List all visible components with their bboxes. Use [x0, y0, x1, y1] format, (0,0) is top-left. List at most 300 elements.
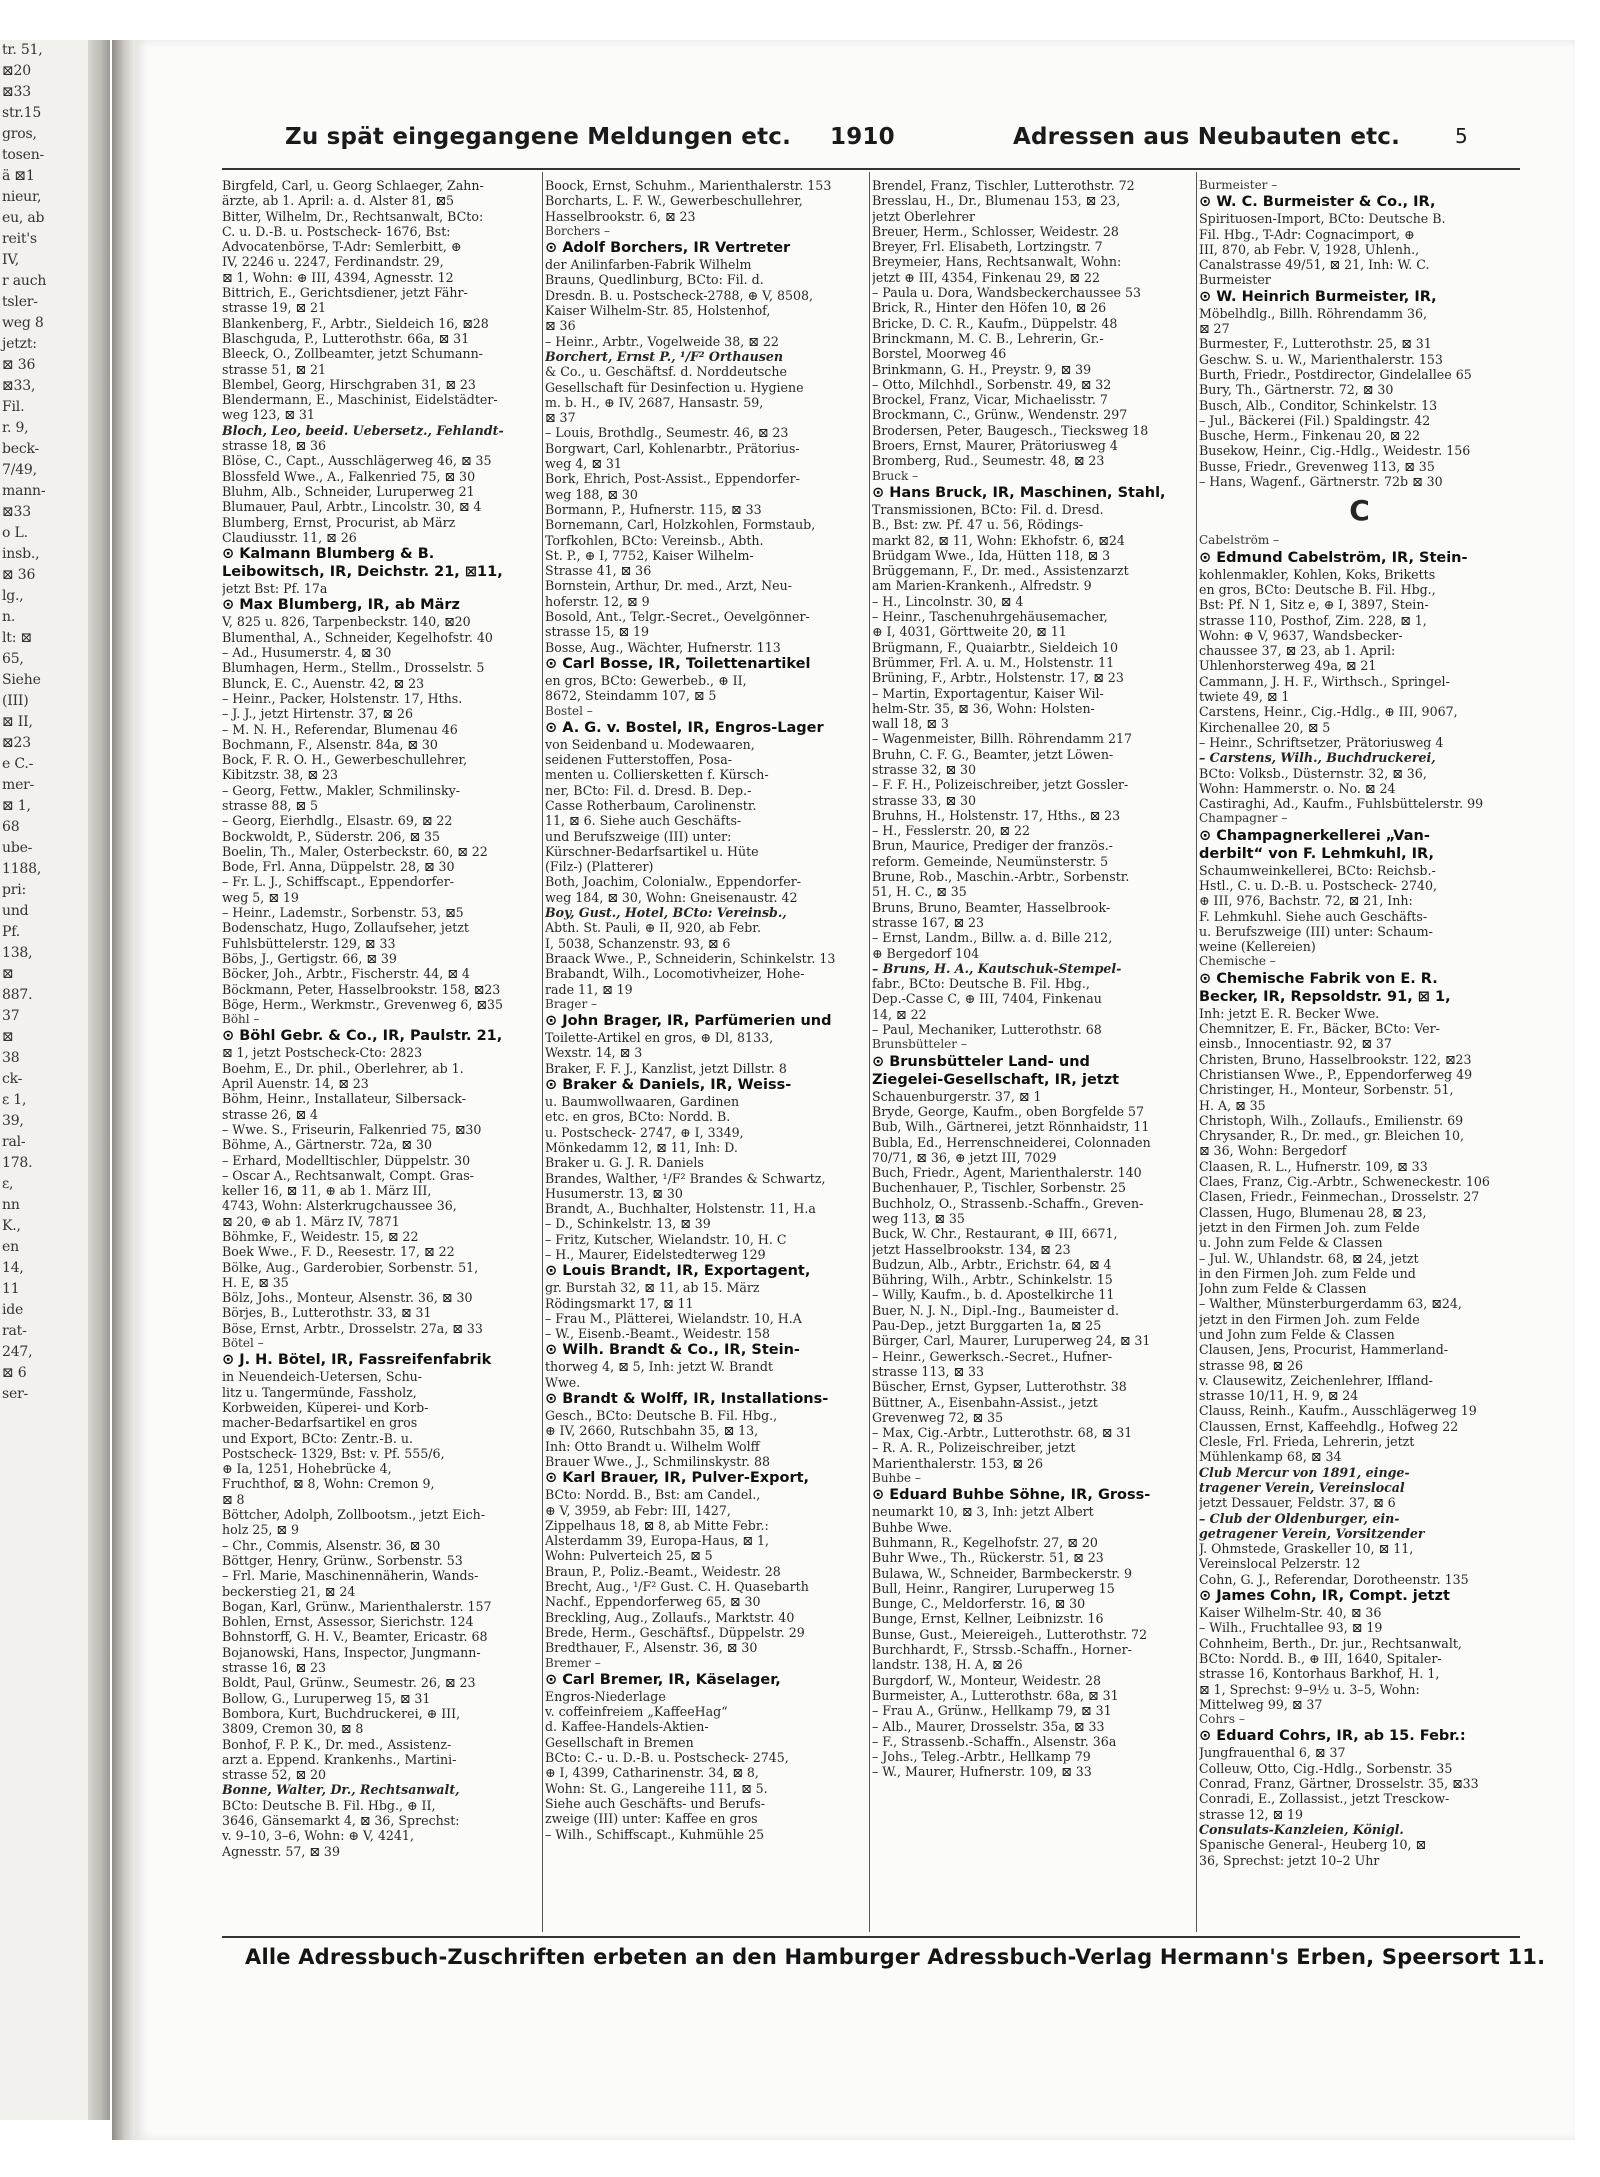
directory-entry: Broers, Ernst, Maurer, Prätoriusweg 4: [872, 438, 1118, 454]
directory-entry: Birgfeld, Carl, u. Georg Schlaeger, Zahn-: [222, 178, 484, 193]
directory-entry: Borstel, Moorweg 46: [872, 346, 1007, 362]
directory-entry: Bohlen, Ernst, Assessor, Sierichstr. 124: [222, 1614, 474, 1630]
directory-entry: 3646, Gänsemarkt 4, ⊠ 36, Sprechst:: [222, 1812, 460, 1828]
directory-entry: twiete 49, ⊠ 1: [1199, 689, 1290, 705]
directory-entry: Bleeck, O., Zollbeamter, jetzt Schumann-: [222, 346, 483, 362]
directory-entry: und John zum Felde & Classen: [1199, 1327, 1395, 1342]
directory-entry: Brun, Maurice, Prediger der französ.-: [872, 838, 1113, 854]
directory-entry: macher-Bedarfsartikel en gros: [222, 1415, 418, 1431]
directory-entry: Brockmann, C., Grünw., Wendenstr. 297: [872, 407, 1128, 423]
directory-entry: strasse 98, ⊠ 26: [1199, 1357, 1304, 1373]
directory-entry: Brandes, Walther, ¹/F² Brandes & Schwartz,: [545, 1170, 826, 1186]
directory-entry: chaussee 37, ⊠ 23, ab 1. April:: [1199, 643, 1396, 659]
directory-entry: Claes, Franz, Cig.-Arbtr., Schweneckestr. 106: [1199, 1174, 1490, 1190]
directory-entry: – Hans, Wagenf., Gärtnerstr. 72b ⊠ 30: [1199, 474, 1443, 490]
directory-entry: Bury, Th., Gärtnerstr. 72, ⊠ 30: [1199, 382, 1394, 398]
directory-entry: Fruchthof, ⊠ 8, Wohn: Cremon 9,: [222, 1476, 435, 1492]
directory-entry: weg 123, ⊠ 31: [222, 407, 315, 423]
column-divider: [1196, 172, 1197, 1932]
directory-entry: Burmester, F., Lutterothstr. 25, ⊠ 31: [1199, 336, 1432, 352]
directory-entry: ⊙ A. G. v. Bostel, IR, Engros-Lager: [545, 719, 824, 736]
directory-entry: Inh: jetzt E. R. Becker Wwe.: [1199, 1005, 1380, 1021]
directory-entry: Alsterdamm 39, Europa-Haus, ⊠ 1,: [545, 1533, 769, 1549]
section-heading: Brager –: [545, 996, 598, 1011]
directory-entry: ⊙ Brandt & Wolff, IR, Installations-: [545, 1391, 829, 1408]
directory-entry: Christoph, Wilh., Zollaufs., Emilienstr. 69: [1199, 1112, 1464, 1128]
directory-entry: Dresdn. B. u. Postscheck-2788, ⊕ V, 8508,: [545, 287, 814, 303]
directory-entry: Buchholz, O., Strassenb.-Schaffn., Greven-: [872, 1195, 1144, 1211]
directory-entry: Korbweiden, Küperei- und Korb-: [222, 1399, 429, 1415]
directory-entry: Brauer Wwe., J., Schmilinskystr. 88: [545, 1453, 770, 1469]
previous-page-line: reit's: [2, 231, 37, 247]
directory-entry: jetzt Hasselbrookstr. 134, ⊠ 23: [872, 1241, 1071, 1257]
directory-entry: Böge, Herm., Werkmstr., Grevenweg 6, ⊠35: [222, 996, 504, 1012]
directory-entry: Clasen, Friedr., Feinmechan., Drosselstr. 27: [1199, 1189, 1480, 1205]
directory-entry: Blunck, E. C., Auenstr. 42, ⊠ 23: [222, 675, 425, 691]
directory-entry: Bresslau, H., Dr., Blumenau 153, ⊠ 23,: [872, 193, 1121, 209]
directory-entry: strasse 33, ⊠ 30: [872, 792, 977, 808]
directory-entry: ⊕ III, 976, Bachstr. 72, ⊠ 21, Inh:: [1199, 893, 1413, 909]
directory-entry: Kaiser Wilhelm-Str. 40, ⊠ 36: [1199, 1605, 1382, 1621]
directory-entry: Büttner, A., Eisenbahn-Assist., jetzt: [872, 1394, 1098, 1410]
directory-entry: Rödingsmarkt 17, ⊠ 11: [545, 1295, 694, 1311]
directory-entry: Dep.-Casse C, ⊕ III, 7404, Finkenau: [872, 991, 1102, 1007]
directory-entry: Blossfeld Wwe., A., Falkenried 75, ⊠ 30: [222, 468, 476, 484]
directory-entry: Spanische General-, Heuberg 10, ⊠: [1199, 1837, 1427, 1853]
directory-entry: Spirituosen-Import, BCto: Deutsche B.: [1199, 211, 1446, 227]
directory-entry: Breyer, Frl. Elisabeth, Lortzingstr. 7: [872, 239, 1103, 255]
previous-page-line: n.: [2, 609, 16, 625]
previous-page-line: 7/49,: [2, 462, 37, 478]
directory-entry: – Frl. Marie, Maschinennäherin, Wands-: [222, 1568, 479, 1584]
previous-page-line: mer-: [2, 777, 35, 793]
directory-entry: ⊕ Bergedorf 104: [872, 945, 980, 961]
directory-entry: – Martin, Exportagentur, Kaiser Wil-: [872, 685, 1104, 701]
directory-entry: Brügmann, F., Quaiarbtr., Sieldeich 10: [872, 639, 1119, 655]
directory-entry: Casse Rotherbaum, Carolinenstr.: [545, 797, 757, 813]
previous-page-line: ⊠ II,: [2, 714, 33, 730]
directory-entry: – Johs., Teleg.-Arbtr., Hellkamp 79: [872, 1749, 1091, 1765]
directory-entry: u. Berufszweige (III) unter: Schaum-: [1199, 923, 1433, 939]
directory-entry: (Filz-) (Platterer): [545, 859, 654, 875]
directory-entry: Boy, Gust., Hotel, BCto: Vereinsb.,: [545, 905, 787, 921]
previous-page-line: 11: [2, 1281, 20, 1297]
previous-page-line: nieur,: [2, 189, 42, 205]
directory-entry: Buck, W. Chr., Restaurant, ⊕ III, 6671,: [872, 1226, 1118, 1242]
directory-entry: April Auenstr. 14, ⊠ 23: [222, 1076, 369, 1092]
directory-entry: Nachf., Eppendorferweg 65, ⊠ 30: [545, 1594, 761, 1610]
section-heading: Chemische –: [1199, 954, 1276, 969]
previous-page-line: ε 1,: [2, 1092, 27, 1108]
directory-entry: ⊕ I, 4399, Catharinenstr. 34, ⊠ 8,: [545, 1765, 759, 1781]
directory-entry: Kaiser Wilhelm-Str. 85, Holstenhof,: [545, 303, 771, 319]
directory-entry: Braack Wwe., P., Schneiderin, Schinkelstr. 13: [545, 950, 836, 966]
directory-entry: Bock, F. R. O. H., Gewerbeschullehrer,: [222, 752, 468, 768]
directory-entry: Siehe auch Geschäfts- und Berufs-: [545, 1795, 766, 1811]
section-heading: Cabelström –: [1199, 533, 1280, 548]
directory-entry: IV, 2246 u. 2247, Ferdinandstr. 29,: [222, 254, 444, 270]
directory-entry: Bühring, Wilh., Arbtr., Schinkelstr. 15: [872, 1272, 1113, 1288]
directory-entry: Brede, Herm., Geschäftsf., Düppelstr. 29: [545, 1624, 805, 1640]
directory-entry: strasse 110, Posthof, Zim. 228, ⊠ 1,: [1199, 612, 1427, 628]
previous-page-line: ⊠ 36: [2, 357, 36, 373]
directory-entry: getragener Verein, Vorsitzender: [1199, 1525, 1425, 1541]
directory-entry: Wwe.: [545, 1374, 581, 1390]
directory-entry: Toilette-Artikel en gros, ⊕ Dl, 8133,: [545, 1030, 774, 1046]
section-heading: Burmeister –: [1199, 178, 1278, 192]
directory-entry: Mühlenkamp 68, ⊠ 34: [1199, 1449, 1342, 1465]
directory-entry: Brauns, Quedlinburg, BCto: Fil. d.: [545, 272, 764, 288]
directory-entry: Bst: Pf. N 1, Sitz e, ⊕ I, 3897, Stein-: [1199, 597, 1429, 613]
directory-entry: d. Kaffee-Handels-Aktien-: [545, 1719, 709, 1735]
previous-page-line: ⊠33: [2, 84, 31, 100]
directory-entry: strasse 32, ⊠ 30: [872, 761, 977, 777]
directory-entry: Bluhm, Alb., Schneider, Luruperweg 21: [222, 483, 475, 499]
directory-entry: – Erhard, Modelltischler, Düppelstr. 30: [222, 1152, 471, 1168]
column-divider: [542, 172, 543, 1932]
directory-entry: Becker, IR, Repsoldstr. 91, ⊠ 1,: [1199, 988, 1451, 1005]
directory-entry: ⊠ 36, Wohn: Bergedorf: [1199, 1143, 1347, 1159]
previous-page-line: ⊠33,: [2, 378, 36, 394]
directory-entry: BCto: Volksb., Düsternstr. 32, ⊠ 36,: [1199, 765, 1427, 781]
directory-entry: Postscheck- 1329, Bst: v. Pf. 555/6,: [222, 1445, 445, 1461]
directory-entry: Böhm, Heinr., Installateur, Silbersack-: [222, 1091, 466, 1107]
directory-entry: ⊠ 1, Sprechst: 9–9½ u. 3–5, Wohn:: [1199, 1681, 1420, 1697]
directory-entry: markt 82, ⊠ 11, Wohn: Ekhofstr. 6, ⊠24: [872, 532, 1125, 548]
directory-entry: ⊙ Brunsbütteler Land- und: [872, 1053, 1090, 1070]
directory-entry: – W., Eisenb.-Beamt., Weidestr. 158: [545, 1326, 770, 1342]
directory-entry: ⊙ Eduard Buhbe Söhne, IR, Gross-: [872, 1487, 1151, 1504]
previous-page-line: 68: [2, 819, 20, 835]
directory-entry: Transmissionen, BCto: Fil. d. Dresd.: [872, 501, 1104, 517]
directory-entry: ⊙ Böhl Gebr. & Co., IR, Paulstr. 21,: [222, 1028, 503, 1045]
directory-entry: wall 18, ⊠ 3: [872, 716, 949, 732]
directory-entry: Blumhagen, Herm., Stellm., Drosselstr. 5: [222, 660, 485, 676]
previous-page-line: 37: [2, 1008, 20, 1024]
directory-column-1: [222, 178, 540, 1933]
directory-entry: Colleuw, Otto, Cig.-Hdlg., Sorbenstr. 35: [1199, 1760, 1453, 1776]
previous-page-line: 39,: [2, 1113, 24, 1129]
directory-entry: Böhmke, F., Weidestr. 15, ⊠ 22: [222, 1229, 419, 1244]
directory-entry: u. Postscheck- 2747, ⊕ I, 3349,: [545, 1124, 744, 1140]
directory-entry: Burth, Friedr., Postdirector, Gindelallee 65: [1199, 366, 1472, 382]
directory-entry: Castiraghi, Ad., Kaufm., Fuhlsbüttelerstr. 99: [1199, 796, 1484, 812]
directory-entry: v. coffeinfreiem „KaffeeHag“: [545, 1704, 728, 1720]
directory-entry: ⊠ 1, Wohn: ⊕ III, 4394, Agnesstr. 12: [222, 269, 454, 285]
directory-entry: Brüning, F., Arbtr., Holstenstr. 17, ⊠ 23: [872, 670, 1124, 686]
directory-entry: I, 5038, Schanzenstr. 93, ⊠ 6: [545, 935, 731, 951]
directory-entry: Bormann, P., Hufnerstr. 115, ⊠ 33: [545, 501, 762, 517]
previous-page-line: jetzt:: [2, 336, 37, 352]
previous-page-line: Fil.: [2, 399, 25, 415]
directory-entry: Bochmann, F., Alsenstr. 84a, ⊠ 30: [222, 736, 438, 752]
directory-entry: ⊙ Carl Bremer, IR, Käselager,: [545, 1671, 781, 1688]
directory-entry: strasse 113, ⊠ 33: [872, 1363, 985, 1379]
directory-entry: Brockel, Franz, Vicar, Michaelisstr. 7: [872, 392, 1108, 408]
directory-entry: Claussen, Ernst, Kaffeehdlg., Hofweg 22: [1199, 1418, 1459, 1434]
directory-entry: – Wagenmeister, Billh. Röhrendamm 217: [872, 731, 1133, 747]
directory-column-2: [545, 178, 866, 1933]
directory-entry: Bulawa, W., Schneider, Barmbeckerstr. 9: [872, 1565, 1133, 1581]
directory-entry: Jungfrauenthal 6, ⊠ 37: [1199, 1745, 1346, 1761]
directory-entry: ⊙ W. C. Burmeister & Co., IR,: [1199, 194, 1436, 211]
previous-page-line: ä ⊠1: [2, 168, 35, 184]
directory-column-4: [1199, 178, 1520, 1933]
directory-entry: Brümmer, Frl. A. u. M., Holstenstr. 11: [872, 654, 1115, 670]
previous-page-line: ⊠ 6: [2, 1365, 27, 1381]
directory-entry: Bockwoldt, P., Süderstr. 206, ⊠ 35: [222, 828, 441, 844]
directory-entry: – W., Maurer, Hufnerstr. 109, ⊠ 33: [872, 1764, 1092, 1780]
previous-page-line: 138,: [2, 945, 33, 961]
directory-column-3: [872, 178, 1192, 1933]
directory-entry: Chrysander, R., Dr. med., gr. Bleichen 10,: [1199, 1128, 1465, 1144]
directory-entry: – H., Maurer, Eidelstedterweg 129: [545, 1247, 766, 1262]
directory-entry: – F. F. H., Polizeischreiber, jetzt Gossler-: [872, 777, 1129, 793]
directory-entry: – Louis, Brothdlg., Seumestr. 46, ⊠ 23: [545, 425, 789, 441]
directory-entry: Bode, Frl. Anna, Düppelstr. 28, ⊠ 30: [222, 859, 455, 875]
directory-entry: Blankenberg, F., Arbtr., Sieldeich 16, ⊠28: [222, 315, 489, 331]
directory-entry: Wohn: Hammerstr. o. No. ⊠ 24: [1199, 780, 1396, 796]
directory-entry: 8672, Steindamm 107, ⊠ 5: [545, 688, 717, 704]
directory-entry: jetzt Dessauer, Feldstr. 37, ⊠ 6: [1199, 1495, 1396, 1511]
directory-entry: Busse, Friedr., Grevenweg 113, ⊠ 35: [1199, 458, 1435, 474]
directory-entry: Leibowitsch, IR, Deichstr. 21, ⊠11,: [222, 564, 503, 581]
directory-entry: ⊙ Kalmann Blumberg & B.: [222, 546, 435, 563]
previous-page-line: ck-: [2, 1071, 23, 1087]
directory-entry: ⊙ Hans Bruck, IR, Maschinen, Stahl,: [872, 484, 1166, 501]
directory-entry: Mönkedamm 12, ⊠ 11, Inh: D.: [545, 1139, 738, 1155]
directory-entry: Schauenburgerstr. 37, ⊠ 1: [872, 1088, 1042, 1104]
directory-entry: strasse 51, ⊠ 21: [222, 361, 327, 377]
directory-entry: 70/71, ⊠ 36, ⊕ jetzt III, 7029: [872, 1149, 1057, 1165]
directory-entry: u. John zum Felde & Classen: [1199, 1235, 1383, 1251]
previous-page-line: ⊠: [2, 966, 14, 982]
directory-entry: Bunge, Ernst, Kellner, Leibnizstr. 16: [872, 1611, 1104, 1627]
directory-entry: hoferstr. 12, ⊠ 9: [545, 593, 650, 609]
directory-entry: – Wwe. S., Friseurin, Falkenried 75, ⊠30: [222, 1121, 482, 1137]
section-heading: Champagner –: [1199, 811, 1288, 826]
previous-page-line: pri:: [2, 882, 27, 898]
directory-entry: reform. Gemeinde, Neumünsterstr. 5: [872, 853, 1109, 869]
directory-entry: in den Firmen Joh. zum Felde und: [1199, 1265, 1416, 1281]
directory-entry: Burgdorf, W., Monteur, Weidestr. 28: [872, 1672, 1102, 1688]
directory-entry: Braun, P., Poliz.-Beamt., Weidestr. 28: [545, 1563, 781, 1579]
directory-entry: von Seidenband u. Modewaaren,: [545, 736, 755, 752]
directory-entry: Buch, Friedr., Agent, Marienthalerstr. 140: [872, 1165, 1142, 1181]
directory-entry: Burmeister, A., Lutterothstr. 68a, ⊠ 31: [872, 1687, 1119, 1703]
section-heading: Brunsbütteler –: [872, 1037, 967, 1052]
directory-entry: 11, ⊠ 6. Siehe auch Geschäfts-: [545, 813, 742, 829]
directory-entry: 14, ⊠ 22: [872, 1006, 927, 1022]
directory-entry: jetzt Oberlehrer: [872, 208, 976, 224]
directory-entry: ⊠ 1, jetzt Postscheck-Cto: 2823: [222, 1045, 423, 1061]
directory-entry: – J. J., jetzt Hirtenstr. 37, ⊠ 26: [222, 706, 414, 722]
directory-entry: Bruns, Bruno, Beamter, Hasselbrook-: [872, 899, 1111, 915]
previous-page-line: weg 8: [2, 315, 44, 331]
previous-page-line: 38: [2, 1050, 20, 1066]
directory-entry: Ziegelei-Gesellschaft, IR, jetzt: [872, 1071, 1120, 1088]
directory-entry: Busch, Alb., Conditor, Schinkelstr. 13: [1199, 397, 1438, 413]
directory-entry: – R. A. R., Polizeischreiber, jetzt: [872, 1440, 1076, 1456]
previous-page-line: mann-: [2, 483, 46, 499]
previous-page-line: ⊠23: [2, 735, 31, 751]
directory-entry: Bohnstorff, G. H. V., Beamter, Ericastr. 68: [222, 1629, 488, 1645]
directory-entry: jetzt in den Firmen Joh. zum Felde: [1199, 1311, 1420, 1327]
directory-entry: Engros-Niederlage: [545, 1688, 666, 1704]
header-rule: [222, 168, 1520, 170]
header-year: 1910: [830, 124, 895, 150]
previous-page-line: tsler-: [2, 294, 38, 310]
directory-entry: Fil. Hbg., T-Adr: Cognacimport, ⊕: [1199, 226, 1415, 242]
directory-entry: Bosse, Aug., Wächter, Hufnerstr. 113: [545, 639, 781, 655]
directory-entry: fabr., BCto: Deutsche B. Fil. Hbg.,: [872, 976, 1090, 992]
directory-entry: ⊙ W. Heinrich Burmeister, IR,: [1199, 288, 1437, 305]
directory-entry: Brodersen, Peter, Baugesch., Tiecksweg 18: [872, 422, 1149, 438]
directory-entry: Burchhardt, F., Strssb.-Schaffn., Horner-: [872, 1642, 1132, 1658]
directory-entry: III, 870, ab Febr. V, 1928, Uhlenh.,: [1199, 241, 1420, 257]
directory-entry: Bredthauer, F., Alsenstr. 36, ⊠ 30: [545, 1640, 758, 1656]
directory-entry: Kibitzstr. 38, ⊠ 23: [222, 767, 338, 783]
directory-entry: Bonhof, F. P. K., Dr. med., Assistenz-: [222, 1736, 452, 1752]
directory-entry: weg 184, ⊠ 30, Wohn: Gneisenaustr. 42: [545, 889, 798, 905]
section-heading: Cohrs –: [1199, 1712, 1245, 1727]
directory-entry: Blöse, C., Capt., Ausschlägerweg 46, ⊠ 35: [222, 453, 492, 469]
previous-page-line: lt: ⊠: [2, 630, 33, 646]
directory-entry: ⊠ 37: [545, 410, 576, 426]
directory-entry: 3809, Cremon 30, ⊠ 8: [222, 1721, 364, 1737]
directory-entry: Hasselbrookstr. 6, ⊠ 23: [545, 208, 696, 224]
previous-page-line: beck-: [2, 441, 40, 457]
previous-page-line: en: [2, 1239, 19, 1255]
previous-page-line: ube-: [2, 840, 33, 856]
directory-entry: Braker, F. F. J., Kanzlist, jetzt Dillstr. 8: [545, 1060, 787, 1076]
directory-entry: Böbs, J., Gertigstr. 66, ⊠ 39: [222, 950, 397, 966]
directory-entry: v. Clausewitz, Zeichenlehrer, Iffland-: [1199, 1372, 1433, 1388]
directory-entry: – Heinr., Gewerksch.-Secret., Hufner-: [872, 1348, 1113, 1364]
directory-entry: der Anilinfarben-Fabrik Wilhelm: [545, 257, 752, 273]
directory-entry: Breckling, Aug., Zollaufs., Marktstr. 40: [545, 1609, 795, 1625]
directory-entry: – Max, Cig.-Arbtr., Lutterothstr. 68, ⊠ 31: [872, 1425, 1133, 1441]
directory-entry: – Alb., Maurer, Drosselstr. 35a, ⊠ 33: [872, 1718, 1105, 1734]
directory-entry: Böhme, A., Gärtnerstr. 72a, ⊠ 30: [222, 1137, 432, 1153]
directory-entry: Uhlenhorsterweg 49a, ⊠ 21: [1199, 658, 1377, 674]
directory-entry: weine (Kellereien): [1199, 939, 1316, 955]
directory-entry: – H., Fesslerstr. 20, ⊠ 22: [872, 823, 1030, 839]
directory-entry: Bork, Ehrich, Post-Assist., Eppendorfer-: [545, 471, 800, 487]
directory-entry: 36, Sprechst: jetzt 10–2 Uhr: [1199, 1852, 1380, 1868]
directory-entry: Christiansen Wwe., P., Eppendorferweg 49: [1199, 1066, 1473, 1082]
previous-page-line: nn: [2, 1197, 20, 1213]
directory-entry: strasse 16, ⊠ 23: [222, 1660, 327, 1676]
directory-entry: keller 16, ⊠ 11, ⊕ ab 1. März III,: [222, 1183, 432, 1199]
directory-entry: neumarkt 10, ⊠ 3, Inh: jetzt Albert: [872, 1504, 1094, 1520]
directory-entry: ⊙ Max Blumberg, IR, ab März: [222, 597, 460, 614]
directory-entry: und Export, BCto: Zentr.-B. u.: [222, 1430, 413, 1446]
directory-entry: Borgwart, Carl, Kohlenarbtr., Prätorius-: [545, 440, 800, 456]
directory-entry: m. b. H., ⊕ IV, 2687, Hansastr. 59,: [545, 394, 764, 410]
previous-page-line: ⊠20: [2, 63, 31, 79]
book-gutter: [88, 40, 110, 2120]
directory-entry: F. Lehmkuhl. Siehe auch Geschäfts-: [1199, 908, 1428, 924]
directory-entry: BCto: Deutsche B. Fil. Hbg., ⊕ II,: [222, 1797, 436, 1813]
directory-entry: Bölke, Aug., Garderobier, Sorbenstr. 51,: [222, 1259, 479, 1275]
directory-entry: Buhr Wwe., Th., Rückerstr. 51, ⊠ 23: [872, 1550, 1104, 1566]
directory-entry: Bosold, Ant., Telgr.-Secret., Oevelgönner-: [545, 609, 810, 625]
directory-entry: Böttcher, Adolph, Zollbootsm., jetzt Eich-: [222, 1507, 486, 1523]
directory-entry: Bürger, Carl, Maurer, Luruperweg 24, ⊠ 31: [872, 1333, 1151, 1349]
directory-entry: strasse 19, ⊠ 21: [222, 300, 327, 316]
directory-entry: Brinckmann, M. C. B., Lehrerin, Gr.-: [872, 330, 1104, 346]
directory-entry: – Paul, Mechaniker, Lutterothstr. 68: [872, 1022, 1102, 1038]
footer-rule: [222, 1936, 1520, 1938]
directory-entry: – Wilh., Schiffscapt., Kuhmühle 25: [545, 1826, 765, 1842]
directory-entry: Bollow, G., Luruperweg 15, ⊠ 31: [222, 1690, 431, 1706]
directory-entry: ⊙ Chemische Fabrik von E. R.: [1199, 970, 1438, 987]
previous-page-line: lg.,: [2, 588, 24, 604]
directory-entry: Husumerstr. 13, ⊠ 30: [545, 1185, 683, 1201]
directory-entry: Brinkmann, G. H., Preystr. 9, ⊠ 39: [872, 361, 1092, 377]
directory-entry: Bull, Heinr., Rangirer, Luruperweg 15: [872, 1580, 1115, 1596]
directory-entry: John zum Felde & Classen: [1199, 1281, 1367, 1297]
previous-page-line: r. 9,: [2, 420, 29, 436]
directory-entry: Busekow, Heinr., Cig.-Hdlg., Weidestr. 156: [1199, 443, 1471, 459]
section-heading: Bötel –: [222, 1336, 264, 1351]
directory-entry: – Oscar A., Rechtsanwalt, Compt. Gras-: [222, 1167, 474, 1183]
directory-entry: Blaschguda, P., Lutterothstr. 66a, ⊠ 31: [222, 330, 470, 346]
directory-entry: Buchenhauer, P., Tischler, Sorbenstr. 25: [872, 1180, 1127, 1196]
directory-entry: Böttger, Henry, Grünw., Sorbenstr. 53: [222, 1552, 463, 1568]
directory-entry: ⊕ Ia, 1251, Hohebrücke 4,: [222, 1461, 392, 1477]
directory-entry: jetzt ⊕ III, 4354, Finkenau 29, ⊠ 22: [872, 269, 1100, 285]
directory-entry: Bunge, C., Meldorferstr. 16, ⊠ 30: [872, 1596, 1086, 1612]
directory-entry: Gesellschaft für Desinfection u. Hygiene: [545, 379, 804, 395]
directory-entry: strasse 88, ⊠ 5: [222, 797, 319, 813]
previous-page-line: Siehe: [2, 672, 41, 688]
directory-entry: Bricke, D. C. R., Kaufm., Düppelstr. 48: [872, 315, 1118, 331]
directory-entry: ⊠ 36: [545, 318, 576, 334]
previous-page-line: (III): [2, 693, 29, 709]
directory-entry: einsb., Innocentiastr. 92, ⊠ 37: [1199, 1036, 1392, 1052]
directory-entry: – Paula u. Dora, Wandsbeckerchaussee 53: [872, 285, 1142, 301]
directory-entry: Boldt, Paul, Grünw., Seumestr. 26, ⊠ 23: [222, 1675, 476, 1691]
directory-entry: ⊙ J. H. Bötel, IR, Fassreifenfabrik: [222, 1352, 492, 1369]
directory-entry: Bub, Wilh., Gärtnerei, jetzt Rönnhaidstr, 11: [872, 1119, 1150, 1135]
directory-entry: J. Ohmstede, Graskeller 10, ⊠ 11,: [1199, 1541, 1414, 1557]
directory-entry: – Fritz, Kutscher, Wielandstr. 10, H. C: [545, 1231, 787, 1247]
directory-entry: Classen, Hugo, Blumenau 28, ⊠ 23,: [1199, 1204, 1427, 1220]
directory-entry: arzt a. Eppend. Krankenhs., Martini-: [222, 1751, 457, 1767]
directory-entry: Wohn: ⊕ V, 9637, Wandsbecker-: [1199, 627, 1403, 643]
directory-entry: Brecht, Aug., ¹/F² Gust. C. H. Quasebarth: [545, 1579, 809, 1595]
directory-entry: Brune, Rob., Maschin.-Arbtr., Sorbenstr.: [872, 869, 1130, 885]
directory-entry: – Otto, Milchhdl., Sorbenstr. 49, ⊠ 32: [872, 376, 1112, 392]
directory-entry: Christinger, H., Monteur, Sorbenstr. 51,: [1199, 1082, 1454, 1098]
directory-entry: Claudiusstr. 11, ⊠ 26: [222, 529, 357, 545]
directory-entry: Wohn: St. G., Langereihe 111, ⊠ 5.: [545, 1780, 768, 1796]
previous-page-line: str.15: [2, 105, 42, 121]
previous-page-line: 178.: [2, 1155, 33, 1171]
previous-page-line: ral-: [2, 1134, 26, 1150]
directory-entry: Böse, Ernst, Arbtr., Drosselstr. 27a, ⊠ 33: [222, 1320, 483, 1336]
directory-entry: Bitter, Wilhelm, Dr., Rechtsanwalt, BCto:: [222, 208, 484, 224]
directory-entry: Breymeier, Hans, Rechtsanwalt, Wohn:: [872, 254, 1122, 270]
directory-entry: St. P., ⊕ I, 7752, Kaiser Wilhelm-: [545, 547, 754, 563]
directory-entry: – F., Strassenb.-Schaffn., Alsenstr. 36a: [872, 1733, 1117, 1749]
directory-entry: Börjes, B., Lutterothstr. 33, ⊠ 31: [222, 1305, 432, 1321]
directory-entry: Clesle, Frl. Frieda, Lehrerin, jetzt: [1199, 1434, 1415, 1450]
directory-entry: strasse 15, ⊠ 19: [545, 624, 650, 640]
directory-entry: Brüdgam Wwe., Ida, Hütten 118, ⊠ 3: [872, 547, 1111, 563]
